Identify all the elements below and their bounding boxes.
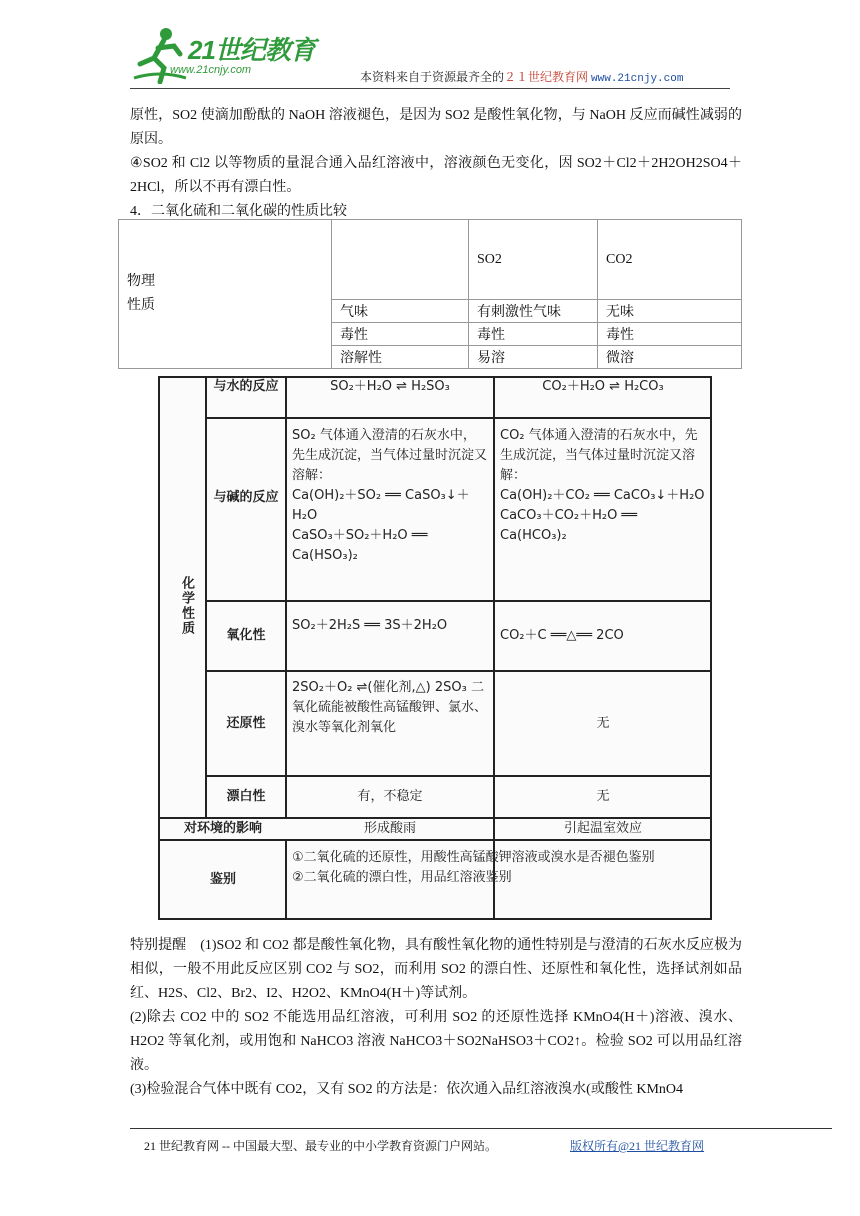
co2-reducing: 无	[596, 716, 610, 731]
header-note-prefix: 本资料来自于资源最齐全的	[360, 70, 505, 84]
col-header-co2: CO2	[598, 220, 742, 300]
prop-label: 毒性	[332, 323, 469, 346]
copyright-link[interactable]: 版权所有@21 世纪教育网	[570, 1139, 705, 1153]
prop-label: 溶解性	[332, 346, 469, 369]
intro-line-2: ④SO2 和 Cl2 以等物质的量混合通入品红溶液中，溶液颜色无变化，因 SO2＋Cl2＋2H2OH2SO4＋2HCl，所以不再有漂白性。	[130, 156, 742, 195]
co2-base-reaction: CO₂ 气体通入澄清的石灰水中，先生成沉淀，当气体过量时沉淀又溶解： Ca(OH)₂＋CO₂ ══ CaCO₃↓＋H₂O CaCO₃＋CO₂＋H₂O ══ Ca(HCO₃)₂	[500, 428, 705, 543]
logo-text: 21世纪教育	[188, 35, 315, 65]
identification-label: 鉴别	[209, 872, 236, 887]
tip-paragraph-1: 特别提醒 (1)SO2 和 CO2 都是酸性氧化物，具有酸性氧化物的通性特别是与澄清的石灰水反应极为相似，一般不用此反应区别 CO2 与 SO2，而利用 SO2 的漂白性、还原性和氧化性，选择试剂如品红、H2S、Cl2、Br2、I2、H2O2、KMnO4(H＋)等试剂。	[130, 938, 742, 1001]
co2-value: 微溶	[598, 346, 742, 369]
so2-value: 易溶	[469, 346, 598, 369]
prop-label: 与碱的反应	[213, 490, 279, 505]
so2-value: 有刺激性气味	[469, 300, 598, 323]
so2-env-impact: 形成酸雨	[363, 821, 416, 836]
header-site-link[interactable]: ２１世纪教育网	[504, 70, 589, 84]
identification-text: ①二氧化硫的还原性，用酸性高锰酸钾溶液或溴水是否褪色鉴别 ②二氧化硫的漂白性，用品红溶液鉴别	[292, 850, 655, 885]
co2-value: 无味	[598, 300, 742, 323]
logo-url: www.21cnjy.com	[170, 64, 252, 76]
prop-label: 与水的反应	[213, 379, 279, 394]
co2-value: 毒性	[598, 323, 742, 346]
header-divider	[130, 88, 730, 89]
corner-cell	[332, 220, 469, 300]
prop-label: 漂白性	[226, 789, 266, 804]
intro-text	[130, 104, 742, 224]
co2-bleaching: 无	[596, 789, 610, 804]
tip-paragraph-2: (2)除去 CO2 中的 SO2 不能选用品红溶液，可利用 SO2 的还原性选择 KMnO4(H＋)溶液、溴水、H2O2 等氧化剂，或用饱和 NaHCO3 溶液 NaHCO3＋SO2NaHSO3＋CO2↑。检验 SO2 可以用品红溶液。	[130, 1010, 742, 1073]
so2-water-reaction: SO₂＋H₂O ⇌ H₂SO₃	[330, 379, 450, 394]
chem-group-label: 化学性质	[179, 576, 194, 636]
footer-divider	[130, 1128, 832, 1129]
so2-base-reaction: SO₂ 气体通入澄清的石灰水中，先生成沉淀，当气体过量时沉淀又溶解： Ca(OH)₂＋SO₂ ══ CaSO₃↓＋H₂O CaSO₃＋SO₂＋H₂O ══ Ca(HSO₃)₂	[292, 428, 488, 563]
chemical-properties-table	[158, 376, 712, 920]
so2-value: 毒性	[469, 323, 598, 346]
col-header-so2: SO2	[469, 220, 598, 300]
so2-bleaching: 有，不稳定	[357, 789, 423, 804]
footer-text: 21 世纪教育网 -- 中国最大型、最专业的中小学教育资源门户网站。	[144, 1139, 497, 1153]
tips-text	[130, 934, 742, 1102]
header-note	[360, 68, 683, 85]
physical-row-header: 物理 性质	[119, 220, 332, 369]
tip-paragraph-3: (3)检验混合气体中既有 CO2，又有 SO2 的方法是：依次通入品红溶液溴水(或酸性 KMnO4	[130, 1082, 683, 1097]
intro-line-1: 原性，SO2 使滴加酚酞的 NaOH 溶液褪色，是因为 SO2 是酸性氧化物，与 NaOH 反应而碱性减弱的原因。	[130, 108, 742, 147]
so2-oxidizing: SO₂＋2H₂S ══ 3S＋2H₂O	[292, 618, 448, 633]
page-footer	[144, 1137, 705, 1154]
site-logo[interactable]	[130, 18, 350, 88]
co2-env-impact: 引起温室效应	[563, 821, 642, 836]
physical-properties-table	[118, 219, 742, 369]
prop-label: 还原性	[226, 716, 266, 731]
so2-reducing: 2SO₂＋O₂ ⇌(催化剂,△) 2SO₃ 二氧化硫能被酸性高锰酸钾、氯水、溴水等氧化剂氧化	[292, 680, 488, 735]
env-impact-label: 对环境的影响	[183, 821, 262, 836]
prop-label: 氧化性	[226, 628, 266, 643]
co2-water-reaction: CO₂＋H₂O ⇌ H₂CO₃	[542, 379, 664, 394]
co2-oxidizing: CO₂＋C ══△══ 2CO	[500, 628, 624, 643]
section-title: 4．二氧化硫和二氧化碳的性质比较	[130, 204, 347, 219]
header-url-link[interactable]: www.21cnjy.com	[591, 73, 684, 85]
page-header	[130, 18, 730, 88]
prop-label: 气味	[332, 300, 469, 323]
